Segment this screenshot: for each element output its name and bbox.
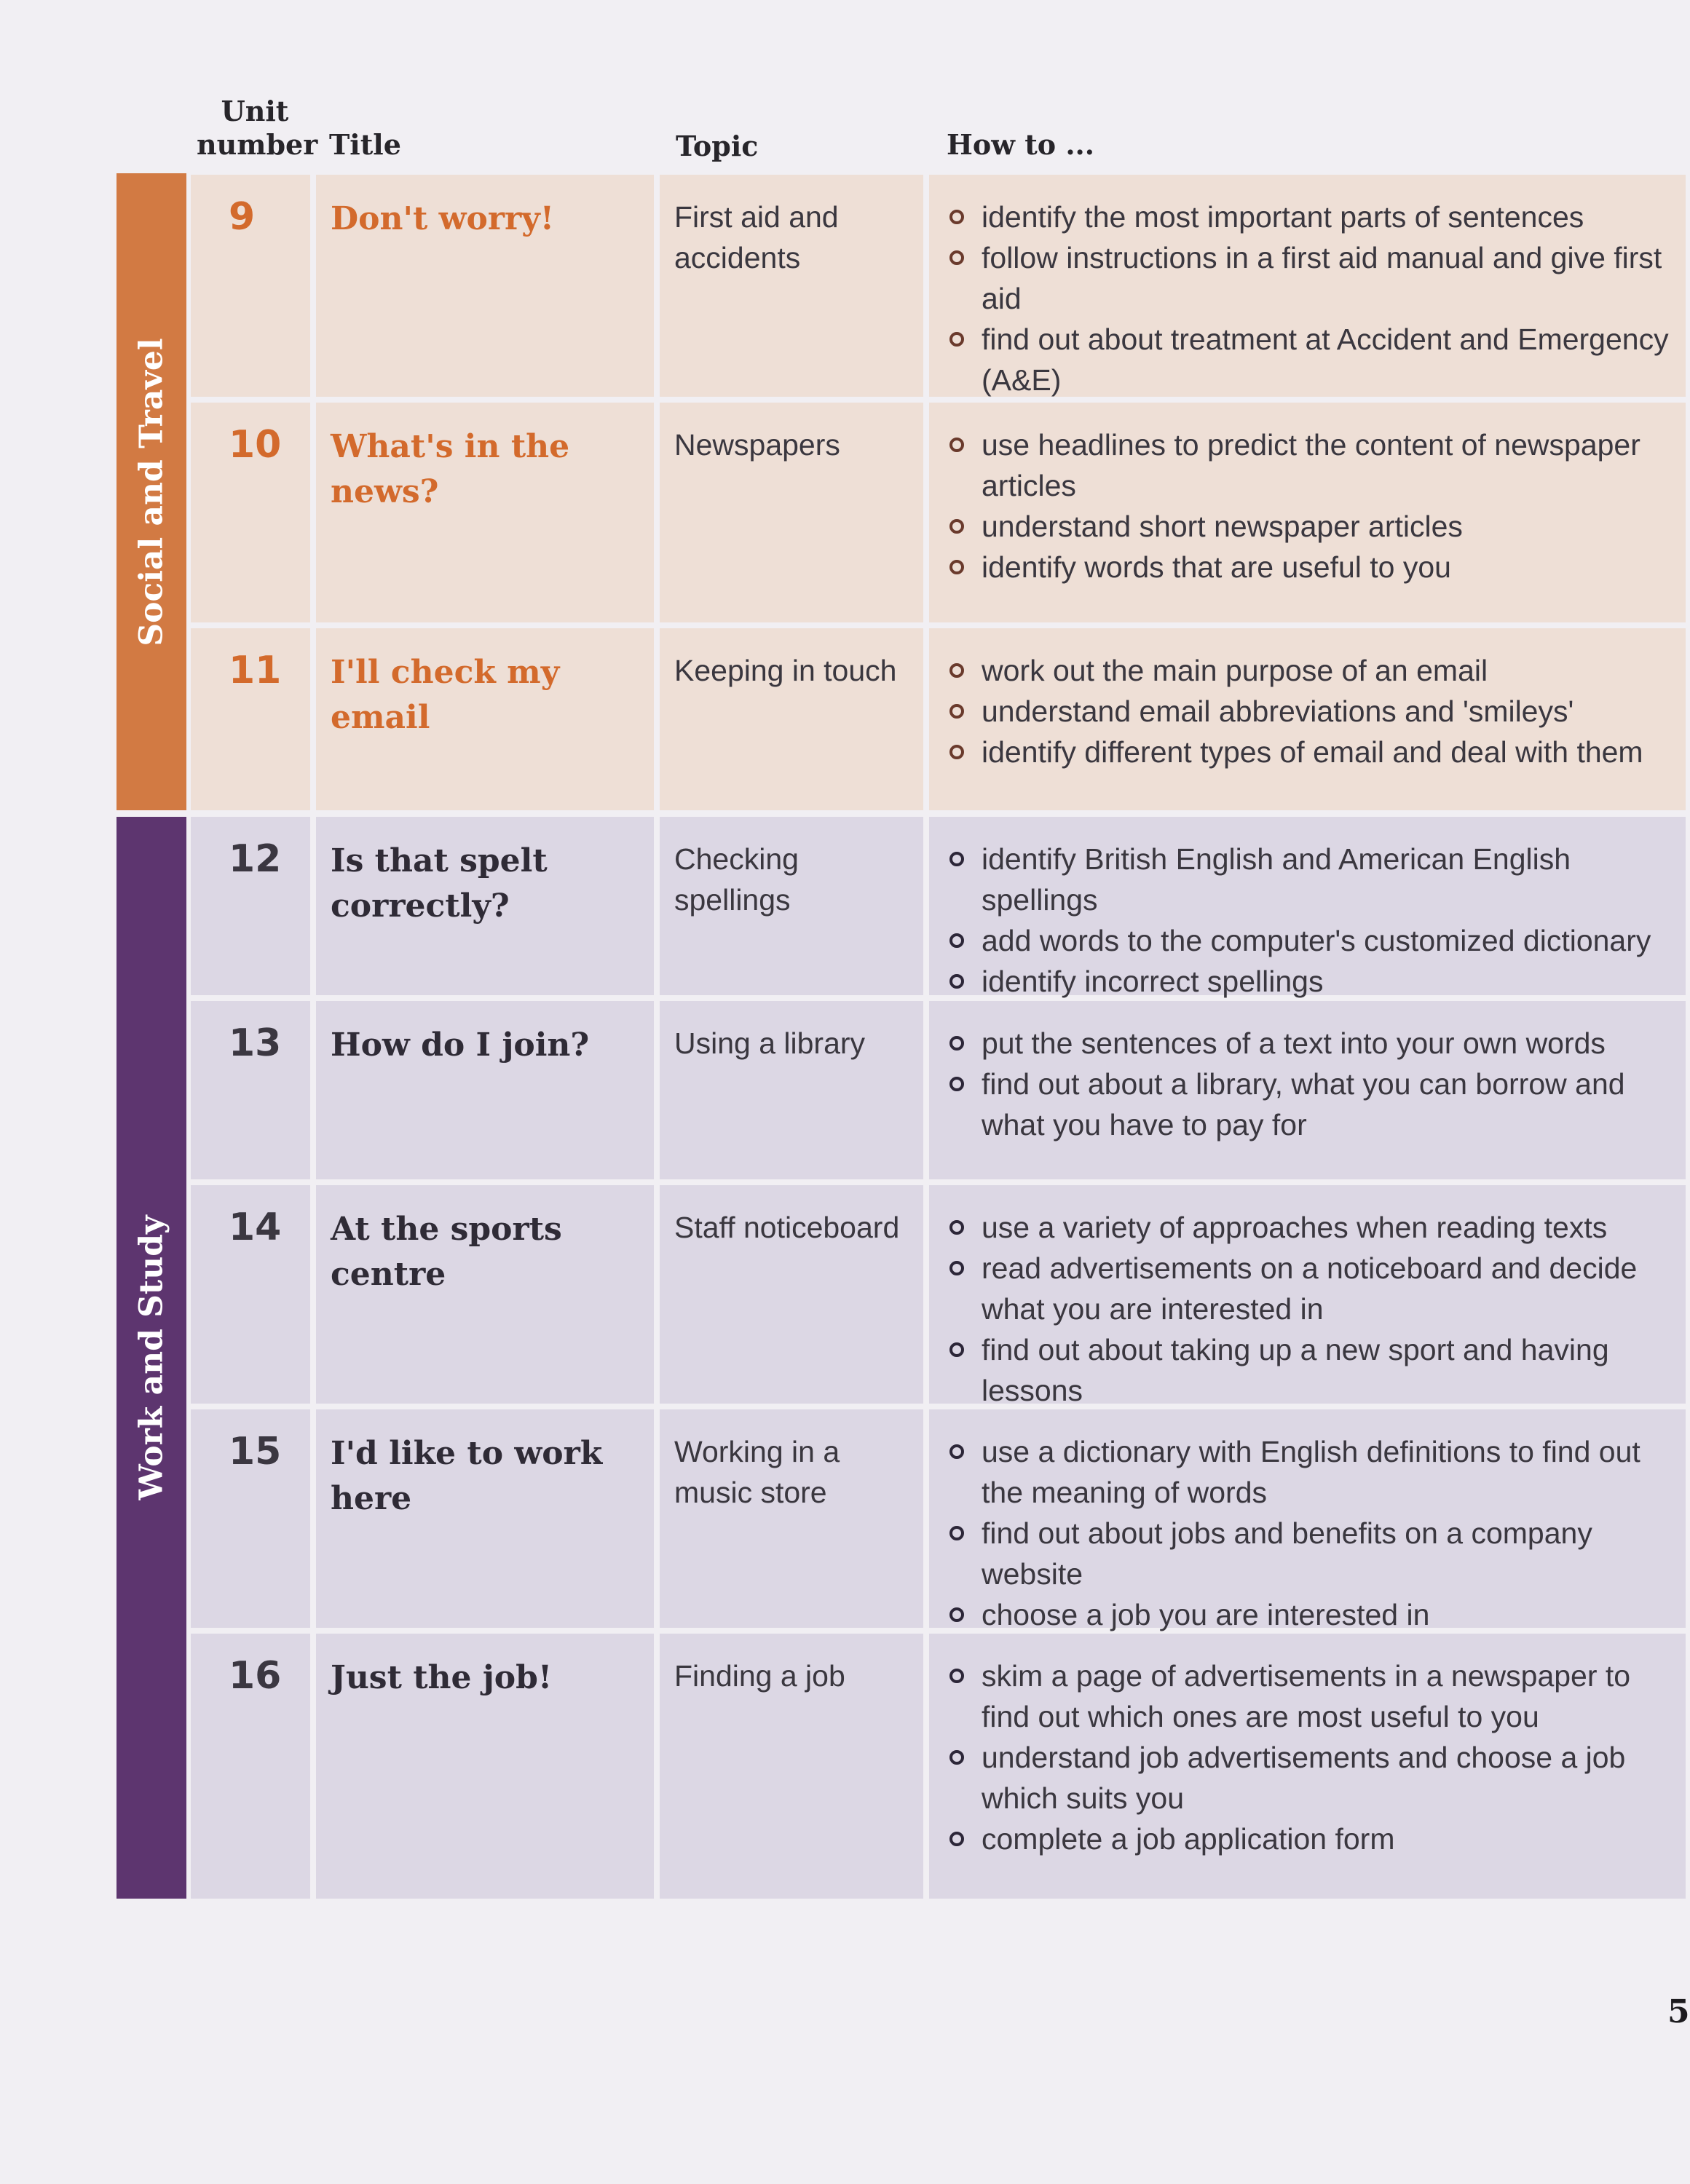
how-to-text: read advertisements on a noticeboard and decide what you are interested in <box>982 1251 1638 1326</box>
unit-title: I'd like to work here <box>331 1435 603 1517</box>
how-to-item <box>949 961 1678 1002</box>
how-to-item <box>949 1064 1678 1145</box>
how-to-list <box>949 839 1678 1002</box>
how-to-item <box>949 1207 1678 1248</box>
unit-topic: Checking spellings <box>674 842 799 917</box>
unit-topic: Using a library <box>674 1026 866 1060</box>
bullet-circle-icon <box>949 933 964 948</box>
how-to-list <box>949 197 1678 400</box>
how-to-text: skim a page of advertisements in a newspaper to find out which ones are most useful to you <box>982 1659 1631 1733</box>
unit-title-cell <box>316 175 654 397</box>
how-to-text: find out about a library, what you can borrow and what you have to pay for <box>982 1067 1625 1142</box>
how-to-list <box>949 1431 1678 1635</box>
unit-number: 15 <box>229 1430 282 1473</box>
how-to-item <box>949 506 1678 547</box>
how-to-text: identify incorrect spellings <box>982 965 1324 998</box>
unit-number: 14 <box>229 1206 282 1249</box>
bullet-circle-icon <box>949 1220 964 1235</box>
unit-topic-cell <box>660 1001 923 1179</box>
bullet-circle-icon <box>949 250 964 265</box>
unit-topic-cell <box>660 1634 923 1899</box>
how-to-item <box>949 1023 1678 1064</box>
how-to-item <box>949 319 1678 400</box>
bullet-circle-icon <box>949 1077 964 1091</box>
unit-how-to-cell <box>929 628 1686 810</box>
unit-how-to-cell <box>929 1001 1686 1179</box>
unit-row <box>191 628 1686 810</box>
how-to-item <box>949 424 1678 506</box>
how-to-list <box>949 424 1678 587</box>
how-to-list <box>949 1023 1678 1145</box>
how-to-list <box>949 1655 1678 1859</box>
unit-how-to-cell <box>929 1634 1686 1899</box>
how-to-text: add words to the computer's customized dictionary <box>982 924 1651 957</box>
unit-topic-cell <box>660 403 923 622</box>
unit-number-cell <box>191 1185 310 1404</box>
how-to-item <box>949 691 1678 732</box>
bullet-circle-icon <box>949 1607 964 1622</box>
how-to-text: identify different types of email and deal with them <box>982 735 1643 769</box>
unit-topic-cell <box>660 1185 923 1404</box>
bullet-circle-icon <box>949 663 964 678</box>
unit-row <box>191 175 1686 397</box>
unit-number-cell <box>191 817 310 995</box>
unit-number-cell <box>191 1634 310 1899</box>
bullet-circle-icon <box>949 519 964 534</box>
header-title: Title <box>329 128 401 161</box>
unit-topic: First aid and accidents <box>674 200 839 274</box>
header-how-to: How to ... <box>947 128 1095 161</box>
unit-title-cell <box>316 1001 654 1179</box>
unit-title-cell <box>316 817 654 995</box>
unit-topic-cell <box>660 175 923 397</box>
unit-row <box>191 403 1686 622</box>
bullet-circle-icon <box>949 1036 964 1051</box>
how-to-text: understand email abbreviations and 'smileys' <box>982 695 1574 728</box>
unit-title-cell <box>316 1634 654 1899</box>
bullet-circle-icon <box>949 332 964 347</box>
unit-title: I'll check my email <box>331 654 560 736</box>
bullet-circle-icon <box>949 852 964 866</box>
unit-number: 10 <box>229 423 282 467</box>
how-to-item <box>949 732 1678 772</box>
unit-number-cell <box>191 1409 310 1628</box>
how-to-text: find out about treatment at Accident and Emergency (A&E) <box>982 323 1669 397</box>
unit-number: 16 <box>229 1654 282 1698</box>
unit-title-cell <box>316 628 654 810</box>
how-to-item <box>949 1248 1678 1329</box>
how-to-list <box>949 1207 1678 1411</box>
unit-row <box>191 1409 1686 1631</box>
unit-title-cell <box>316 1185 654 1404</box>
unit-number-cell <box>191 403 310 622</box>
how-to-item <box>949 1737 1678 1819</box>
how-to-item <box>949 547 1678 587</box>
how-to-text: identify words that are useful to you <box>982 550 1451 584</box>
unit-how-to-cell <box>929 403 1686 622</box>
unit-number-cell <box>191 628 310 810</box>
how-to-text: choose a job you are interested in <box>982 1598 1430 1631</box>
unit-topic: Working in a music store <box>674 1435 840 1509</box>
bullet-circle-icon <box>949 745 964 759</box>
how-to-list <box>949 650 1678 772</box>
how-to-text: identify British English and American English spellings <box>982 842 1571 917</box>
how-to-text: complete a job application form <box>982 1822 1395 1856</box>
unit-number-cell <box>191 1001 310 1179</box>
unit-number: 11 <box>229 649 282 692</box>
unit-title: Is that spelt correctly? <box>331 842 548 925</box>
how-to-item <box>949 1431 1678 1513</box>
page-number: 5 <box>1667 1993 1690 2030</box>
how-to-text: follow instructions in a first aid manual and give first aid <box>982 241 1662 315</box>
unit-title: What's in the news? <box>331 428 570 510</box>
unit-number: 12 <box>229 837 282 881</box>
bullet-circle-icon <box>949 1750 964 1765</box>
unit-row <box>191 817 1686 998</box>
unit-row <box>191 1001 1686 1179</box>
bullet-circle-icon <box>949 1669 964 1683</box>
bullet-circle-icon <box>949 1444 964 1459</box>
bullet-circle-icon <box>949 1526 964 1540</box>
unit-topic: Newspapers <box>674 428 840 462</box>
how-to-item <box>949 839 1678 920</box>
how-to-text: find out about taking up a new sport and having lessons <box>982 1333 1609 1407</box>
how-to-text: identify the most important parts of sentences <box>982 200 1584 234</box>
how-to-text: understand short newspaper articles <box>982 510 1463 543</box>
how-to-item <box>949 237 1678 319</box>
bullet-circle-icon <box>949 1342 964 1357</box>
unit-how-to-cell <box>929 1409 1686 1631</box>
bullet-circle-icon <box>949 210 964 224</box>
how-to-text: put the sentences of a text into your own words <box>982 1026 1606 1060</box>
section-label: Work and Study <box>133 1215 170 1500</box>
how-to-item <box>949 1329 1678 1411</box>
bullet-circle-icon <box>949 438 964 452</box>
unit-number: 13 <box>229 1021 282 1065</box>
how-to-text: use headlines to predict the content of newspaper articles <box>982 428 1640 502</box>
section-band-work-study <box>117 817 186 1899</box>
unit-how-to-cell <box>929 817 1686 998</box>
how-to-item <box>949 1594 1678 1635</box>
how-to-text: use a variety of approaches when reading texts <box>982 1211 1608 1244</box>
unit-topic-cell <box>660 1409 923 1628</box>
how-to-item <box>949 650 1678 691</box>
how-to-item <box>949 1513 1678 1594</box>
bullet-circle-icon <box>949 974 964 989</box>
bullet-circle-icon <box>949 1832 964 1846</box>
unit-title-cell <box>316 403 654 622</box>
unit-topic: Finding a job <box>674 1659 845 1693</box>
bullet-circle-icon <box>949 704 964 719</box>
section-band-social-travel <box>117 173 186 810</box>
unit-topic-cell <box>660 628 923 810</box>
unit-title: At the sports centre <box>331 1211 562 1293</box>
header-unit-line1: Unit <box>221 95 289 127</box>
section-label: Social and Travel <box>133 337 170 646</box>
unit-number-cell <box>191 175 310 397</box>
unit-title: Don't worry! <box>331 200 555 237</box>
how-to-item <box>949 920 1678 961</box>
bullet-circle-icon <box>949 1261 964 1275</box>
how-to-item <box>949 1655 1678 1737</box>
unit-title: Just the job! <box>331 1659 553 1696</box>
how-to-item <box>949 197 1678 237</box>
unit-row <box>191 1634 1686 1899</box>
how-to-text: find out about jobs and benefits on a company website <box>982 1516 1592 1591</box>
how-to-text: work out the main purpose of an email <box>982 654 1488 687</box>
unit-how-to-cell <box>929 175 1686 397</box>
how-to-text: use a dictionary with English definitions to find out the meaning of words <box>982 1435 1640 1509</box>
how-to-text: understand job advertisements and choose a job which suits you <box>982 1741 1626 1815</box>
unit-topic: Staff noticeboard <box>674 1211 900 1244</box>
header-unit-line2: number <box>197 128 318 161</box>
unit-number: 9 <box>229 195 256 239</box>
unit-how-to-cell <box>929 1185 1686 1407</box>
unit-title: How do I join? <box>331 1026 590 1064</box>
unit-title-cell <box>316 1409 654 1628</box>
how-to-item <box>949 1819 1678 1859</box>
bullet-circle-icon <box>949 560 964 574</box>
unit-row <box>191 1185 1686 1407</box>
header-topic: Topic <box>676 130 759 162</box>
header-unit-number <box>197 95 318 162</box>
unit-topic: Keeping in touch <box>674 654 897 687</box>
unit-topic-cell <box>660 817 923 995</box>
